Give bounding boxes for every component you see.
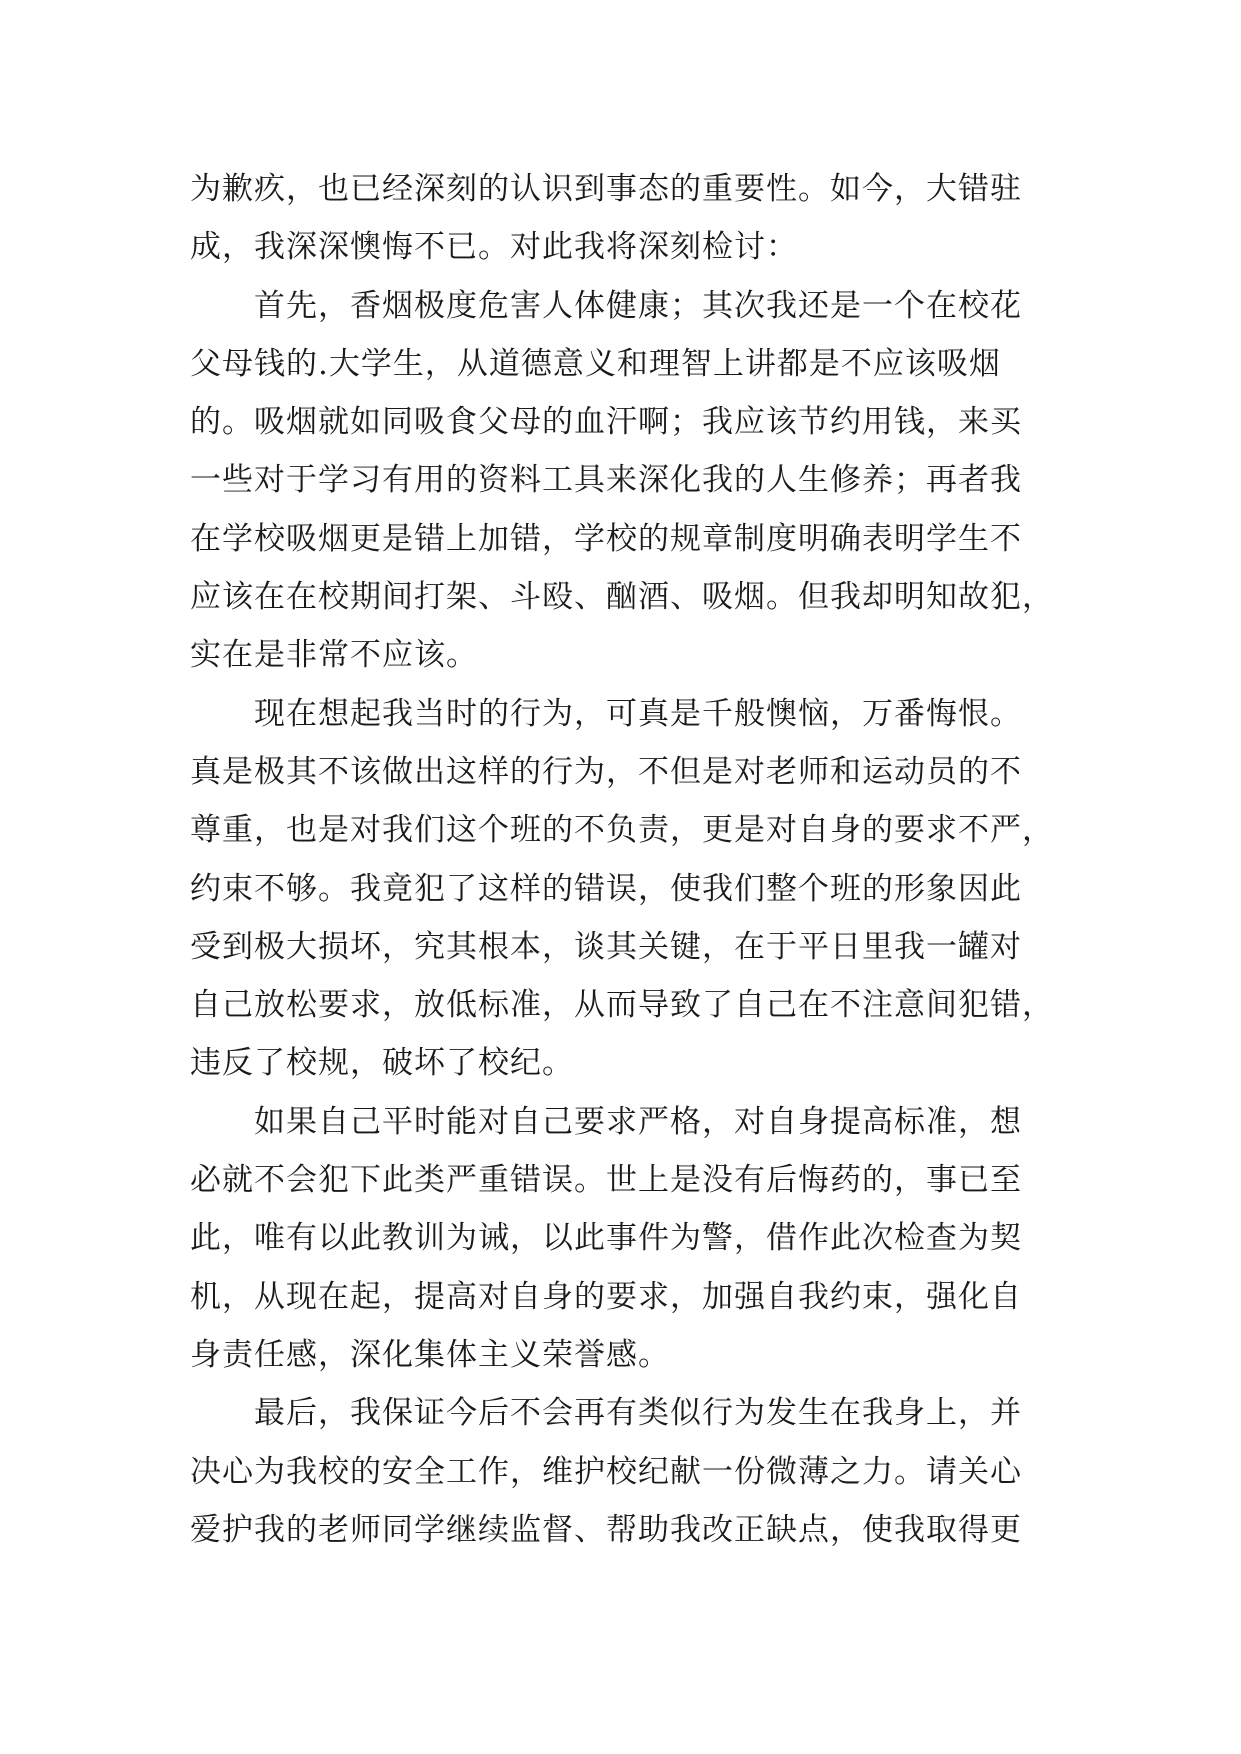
text-line: 受到极大损坏，究其根本，谈其关键，在于平日里我一罐对 — [190, 928, 1022, 965]
paragraph-first-line: 最后，我保证今后不会再有类似行为发生在我身上，并 — [254, 1395, 1022, 1432]
text-line: 应该在在校期间打架、斗殴、酗酒、吸烟。但我却明知故犯， — [190, 579, 1054, 616]
text-line: 成，我深深懊悔不已。对此我将深刻检讨： — [190, 229, 798, 266]
paragraph-first-line: 现在想起我当时的行为，可真是千般懊恼，万番悔恨。 — [254, 695, 1022, 732]
text-line: 父母钱的.大学生，从道德意义和理智上讲都是不应该吸烟 — [190, 345, 1001, 382]
text-line: 违反了校规，破坏了校纪。 — [190, 1045, 574, 1082]
text-line: 一些对于学习有用的资料工具来深化我的人生修养；再者我 — [190, 462, 1022, 499]
text-line: 为歉疚，也已经深刻的认识到事态的重要性。如今，大错驻 — [190, 171, 1022, 207]
document-body-text — [190, 160, 1070, 1559]
text-line: 此，唯有以此教训为诫，以此事件为警，借作此次检查为契 — [190, 1220, 1022, 1257]
text-line: 机，从现在起，提高对自身的要求，加强自我约束，强化自 — [190, 1278, 1022, 1315]
text-line: 身责任感，深化集体主义荣誉感。 — [190, 1336, 670, 1373]
text-line: 约束不够。我竟犯了这样的错误，使我们整个班的形象因此 — [190, 870, 1022, 907]
text-line: 真是极其不该做出这样的行为，不但是对老师和运动员的不 — [190, 753, 1022, 790]
text-line: 的。吸烟就如同吸食父母的血汗啊；我应该节约用钱，来买 — [190, 404, 1022, 441]
paragraph-first-line: 首先，香烟极度危害人体健康；其次我还是一个在校花 — [254, 287, 1022, 324]
text-line: 在学校吸烟更是错上加错，学校的规章制度明确表明学生不 — [190, 520, 1022, 557]
paragraph-first-line: 如果自己平时能对自己要求严格，对自身提高标准，想 — [254, 1103, 1022, 1140]
text-line: 爱护我的老师同学继续监督、帮助我改正缺点，使我取得更 — [190, 1511, 1022, 1548]
text-line: 实在是非常不应该。 — [190, 637, 478, 674]
text-line: 自己放松要求，放低标准，从而导致了自己在不注意间犯错， — [190, 987, 1054, 1024]
text-line: 决心为我校的安全工作，维护校纪献一份微薄之力。请关心 — [190, 1453, 1022, 1490]
text-line: 尊重，也是对我们这个班的不负责，更是对自身的要求不严， — [190, 812, 1054, 849]
text-line: 必就不会犯下此类严重错误。世上是没有后悔药的，事已至 — [190, 1162, 1022, 1199]
